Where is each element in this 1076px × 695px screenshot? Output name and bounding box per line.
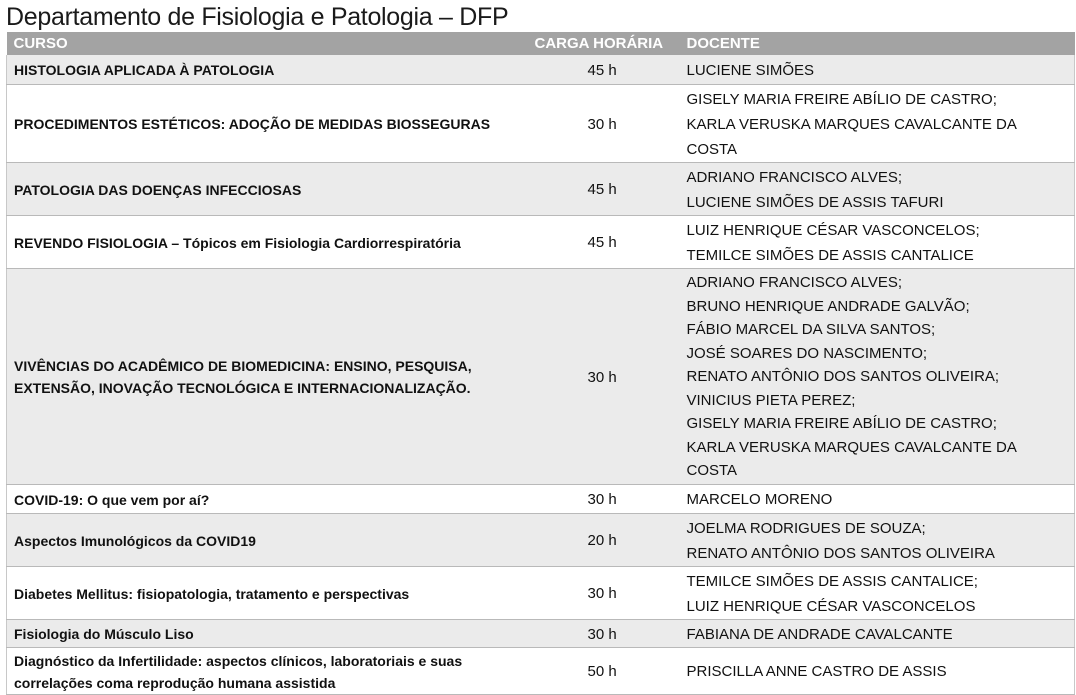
hours-cell: 50 h xyxy=(523,647,680,694)
teacher-name: GISELY MARIA FREIRE ABÍLIO DE CASTRO; xyxy=(686,90,997,108)
column-header-teacher: DOCENTE xyxy=(680,32,1075,55)
table-row xyxy=(7,566,1075,619)
teacher-name: TEMILCE SIMÕES DE ASSIS CANTALICE xyxy=(686,246,974,264)
teacher-name: JOSÉ SOARES DO NASCIMENTO; xyxy=(686,344,928,362)
table-row xyxy=(7,484,1075,513)
teacher-name: FÁBIO MARCEL DA SILVA SANTOS; xyxy=(686,321,936,339)
hours-cell: 30 h xyxy=(523,84,680,162)
teacher-name: LUCIENE SIMÕES DE ASSIS TAFURI xyxy=(686,193,944,211)
teacher-cell xyxy=(680,566,1075,619)
hours-cell: 45 h xyxy=(523,55,680,84)
teacher-name: LUIZ HENRIQUE CÉSAR VASCONCELOS xyxy=(686,597,976,615)
teacher-name: FABIANA DE ANDRADE CAVALCANTE xyxy=(686,625,953,643)
hours-cell: 30 h xyxy=(523,566,680,619)
hours-cell: 30 h xyxy=(523,268,680,484)
course-cell xyxy=(7,647,523,694)
teacher-name: PRISCILLA ANNE CASTRO DE ASSIS xyxy=(686,663,947,680)
teacher-name: ADRIANO FRANCISCO ALVES; xyxy=(686,274,903,292)
teacher-name: VINICIUS PIETA PEREZ; xyxy=(686,391,856,409)
teacher-name: TEMILCE SIMÕES DE ASSIS CANTALICE; xyxy=(686,572,978,590)
hours-cell: 20 h xyxy=(523,513,680,566)
teacher-name: BRUNO HENRIQUE ANDRADE GALVÃO; xyxy=(686,297,970,315)
course-cell: Diabetes Mellitus: fisiopatologia, tratamento e perspectivas xyxy=(7,566,523,619)
column-header-course: CURSO xyxy=(7,32,523,55)
teacher-name: LUCIENE SIMÕES xyxy=(686,61,815,79)
teacher-name: COSTA xyxy=(686,462,738,480)
page-title: Departamento de Fisiologia e Patologia – DFP xyxy=(6,3,509,31)
table-header-row xyxy=(7,32,1075,55)
teacher-cell xyxy=(680,162,1075,215)
course-cell: Aspectos Imunológicos da COVID19 xyxy=(7,513,523,566)
course-line: VIVÊNCIAS DO ACADÊMICO DE BIOMEDICINA: ENSINO, PESQUISA, xyxy=(14,358,472,374)
teacher-name: COSTA xyxy=(686,140,738,158)
teacher-name: KARLA VERUSKA MARQUES CAVALCANTE DA xyxy=(686,115,1017,133)
teacher-cell xyxy=(680,268,1075,484)
table-row xyxy=(7,162,1075,215)
course-cell: PROCEDIMENTOS ESTÉTICOS: ADOÇÃO DE MEDIDAS BIOSSEGURAS xyxy=(7,84,523,162)
table-row xyxy=(7,84,1075,162)
teacher-name: KARLA VERUSKA MARQUES CAVALCANTE DA xyxy=(686,438,1017,456)
table-row xyxy=(7,268,1075,484)
course-cell xyxy=(7,268,523,484)
teacher-cell xyxy=(680,619,1075,647)
teacher-cell xyxy=(680,215,1075,268)
hours-cell: 30 h xyxy=(523,619,680,647)
teacher-cell xyxy=(680,484,1075,513)
table-row xyxy=(7,215,1075,268)
teacher-cell xyxy=(680,647,1075,694)
hours-cell: 45 h xyxy=(523,162,680,215)
teacher-cell xyxy=(680,513,1075,566)
column-header-hours: CARGA HORÁRIA xyxy=(523,32,680,55)
course-cell: Fisiologia do Músculo Liso xyxy=(7,619,523,647)
course-cell: COVID-19: O que vem por aí? xyxy=(7,484,523,513)
teacher-name: JOELMA RODRIGUES DE SOUZA; xyxy=(686,519,926,537)
table-row xyxy=(7,619,1075,647)
teacher-name: RENATO ANTÔNIO DOS SANTOS OLIVEIRA xyxy=(686,544,995,562)
table-row xyxy=(7,55,1075,84)
teacher-name: MARCELO MORENO xyxy=(686,491,833,508)
course-cell: PATOLOGIA DAS DOENÇAS INFECCIOSAS xyxy=(7,162,523,215)
teacher-name: LUIZ HENRIQUE CÉSAR VASCONCELOS; xyxy=(686,221,980,239)
teacher-cell xyxy=(680,55,1075,84)
course-cell: REVENDO FISIOLOGIA – Tópicos em Fisiologia Cardiorrespiratória xyxy=(7,215,523,268)
course-line: correlações coma reprodução humana assistida xyxy=(14,674,336,691)
table-row xyxy=(7,647,1075,694)
hours-cell: 45 h xyxy=(523,215,680,268)
course-line: EXTENSÃO, INOVAÇÃO TECNOLÓGICA E INTERNACIONALIZAÇÃO. xyxy=(14,380,471,396)
teacher-name: RENATO ANTÔNIO DOS SANTOS OLIVEIRA; xyxy=(686,368,1000,386)
courses-table xyxy=(6,32,1075,695)
course-line: Diagnóstico da Infertilidade: aspectos clínicos, laboratoriais e suas xyxy=(14,652,463,669)
teacher-name: ADRIANO FRANCISCO ALVES; xyxy=(686,168,903,186)
course-cell: HISTOLOGIA APLICADA À PATOLOGIA xyxy=(7,55,523,84)
hours-cell: 30 h xyxy=(523,484,680,513)
teacher-name: GISELY MARIA FREIRE ABÍLIO DE CASTRO; xyxy=(686,415,997,433)
teacher-cell xyxy=(680,84,1075,162)
table-row xyxy=(7,513,1075,566)
